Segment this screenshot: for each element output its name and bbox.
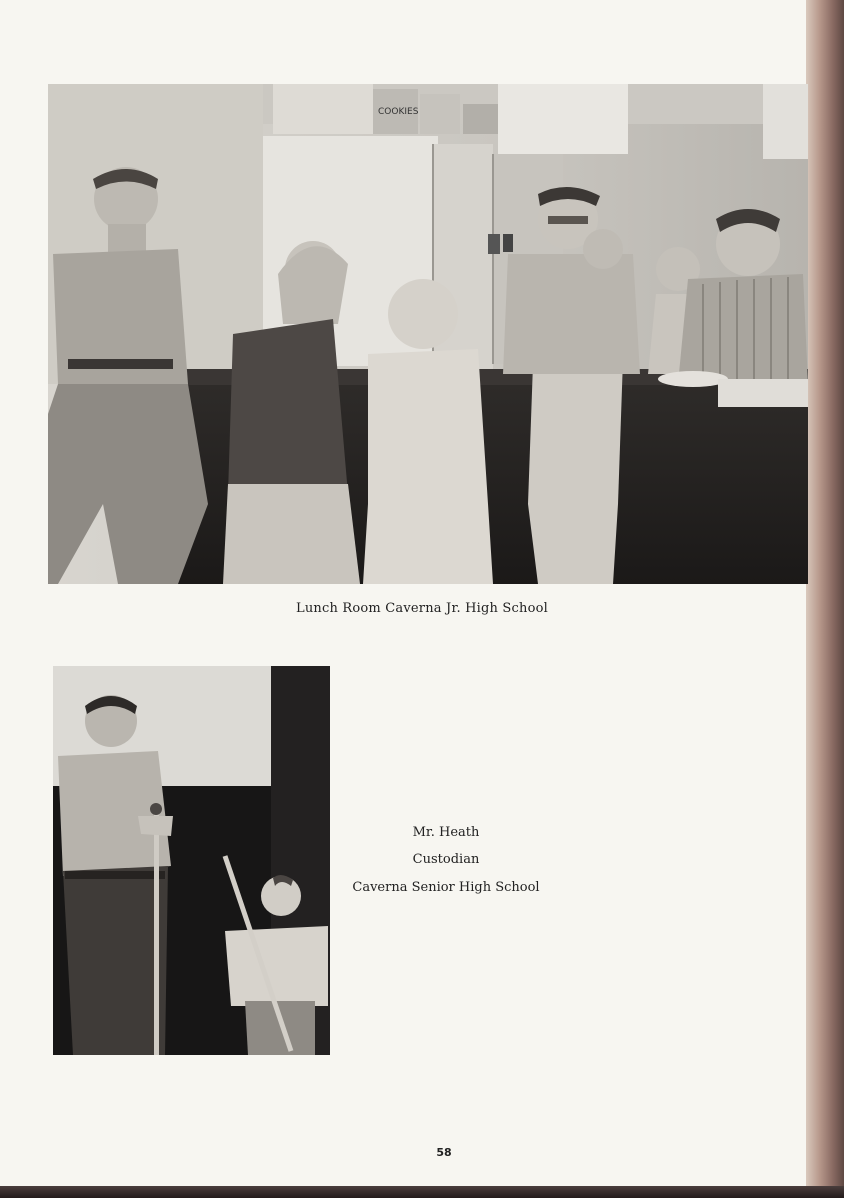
lunch-room-caption: Lunch Room Caverna Jr. High School bbox=[295, 601, 549, 616]
lunch-room-photo-image bbox=[48, 84, 808, 584]
custodian-photo bbox=[53, 666, 330, 1055]
page-binding bbox=[806, 0, 844, 1198]
staff-role: Custodian bbox=[412, 852, 480, 867]
lunch-room-photo bbox=[48, 84, 808, 584]
custodian-photo-image bbox=[53, 666, 330, 1055]
page-number: 58 bbox=[436, 1146, 452, 1159]
staff-name: Mr. Heath bbox=[412, 825, 480, 840]
staff-school: Caverna Senior High School bbox=[352, 880, 540, 895]
page-bottom-edge bbox=[0, 1186, 844, 1198]
cookies-box-label: COOKIES bbox=[378, 107, 419, 117]
